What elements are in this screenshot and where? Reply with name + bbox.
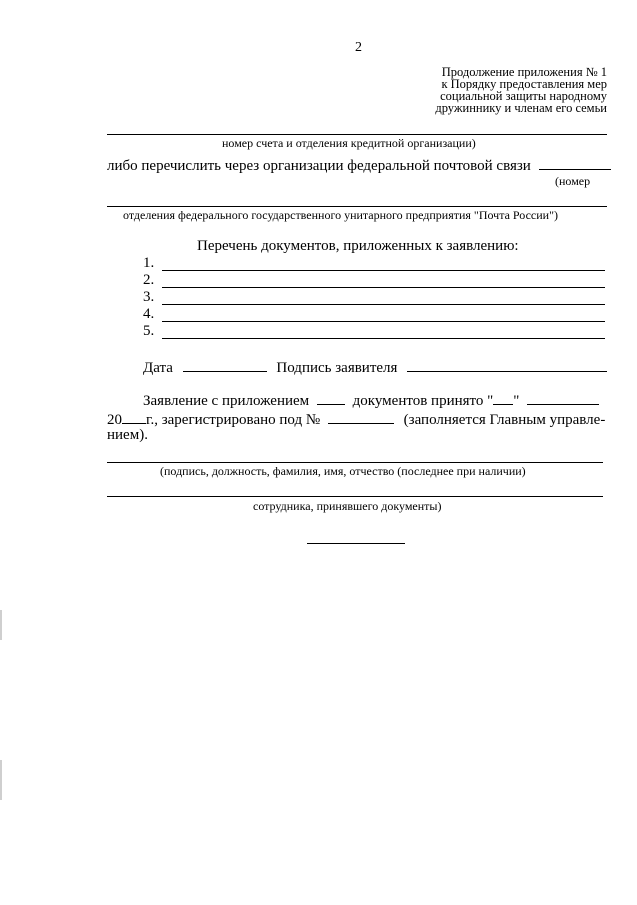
postal-transfer-text — [107, 155, 611, 175]
date-signature-row — [143, 357, 607, 377]
document-item-field[interactable] — [162, 270, 605, 271]
acceptance-line-1 — [143, 390, 599, 410]
acceptance-text: документов принято " — [352, 393, 494, 409]
postal-number-field[interactable] — [539, 155, 611, 170]
appendix-header — [435, 66, 607, 114]
acceptance-text: Заявление с приложением — [143, 393, 310, 409]
appendix-line: к Порядку предоставления мер — [441, 77, 607, 91]
documents-count-field[interactable] — [317, 390, 345, 405]
postal-transfer-label: либо перечислить через организации федеральной почтовой связи — [107, 158, 531, 174]
document-item-number: 2. — [143, 272, 155, 288]
closing-divider — [307, 543, 405, 544]
document-item-field[interactable] — [162, 287, 605, 288]
signature-field[interactable] — [407, 357, 607, 372]
registration-number-field[interactable] — [328, 409, 394, 424]
day-field[interactable] — [493, 390, 513, 405]
appendix-line: Продолжение приложения № 1 — [441, 65, 607, 79]
document-item-number: 5. — [143, 323, 155, 339]
scan-edge-mark — [0, 610, 2, 640]
date-field[interactable] — [183, 357, 267, 372]
appendix-line: дружиннику и членам его семьи — [435, 101, 607, 115]
year-prefix: 20 — [107, 412, 122, 428]
official-name-line[interactable] — [107, 496, 603, 497]
page-number: 2 — [355, 40, 362, 55]
date-label: Дата — [143, 360, 173, 376]
acceptance-text: " — [513, 393, 520, 409]
official-signature-line[interactable] — [107, 462, 603, 463]
documents-title: Перечень документов, приложенных к заявлению: — [197, 238, 519, 254]
document-item-field[interactable] — [162, 338, 605, 339]
bank-account-line — [107, 134, 607, 135]
acceptance-line-2 — [107, 409, 605, 429]
appendix-line: социальной защиты народному — [440, 89, 607, 103]
document-item-number: 1. — [143, 255, 155, 271]
acceptance-line-3: нием). — [107, 427, 148, 443]
document-item-field[interactable] — [162, 321, 605, 322]
acceptance-text: (заполняется Главным управле- — [403, 412, 606, 428]
postal-office-caption: отделения федерального государственного унитарного предприятия "Почта России") — [123, 208, 558, 222]
year-field[interactable] — [122, 409, 146, 424]
official-caption-2: сотрудника, принявшего документы) — [253, 499, 442, 513]
acceptance-text: г., зарегистрировано под № — [146, 412, 321, 428]
postal-number-label: (номер — [555, 174, 591, 188]
signature-label: Подпись заявителя — [276, 360, 398, 376]
document-item-number: 4. — [143, 306, 155, 322]
document-item-field[interactable] — [162, 304, 605, 305]
document-item-number: 3. — [143, 289, 155, 305]
postal-office-line — [107, 206, 607, 207]
official-caption-1: (подпись, должность, фамилия, имя, отчество (последнее при наличии) — [160, 464, 526, 478]
scan-edge-mark — [0, 760, 2, 800]
bank-account-caption: номер счета и отделения кредитной организации) — [222, 136, 476, 150]
month-field[interactable] — [527, 390, 599, 405]
